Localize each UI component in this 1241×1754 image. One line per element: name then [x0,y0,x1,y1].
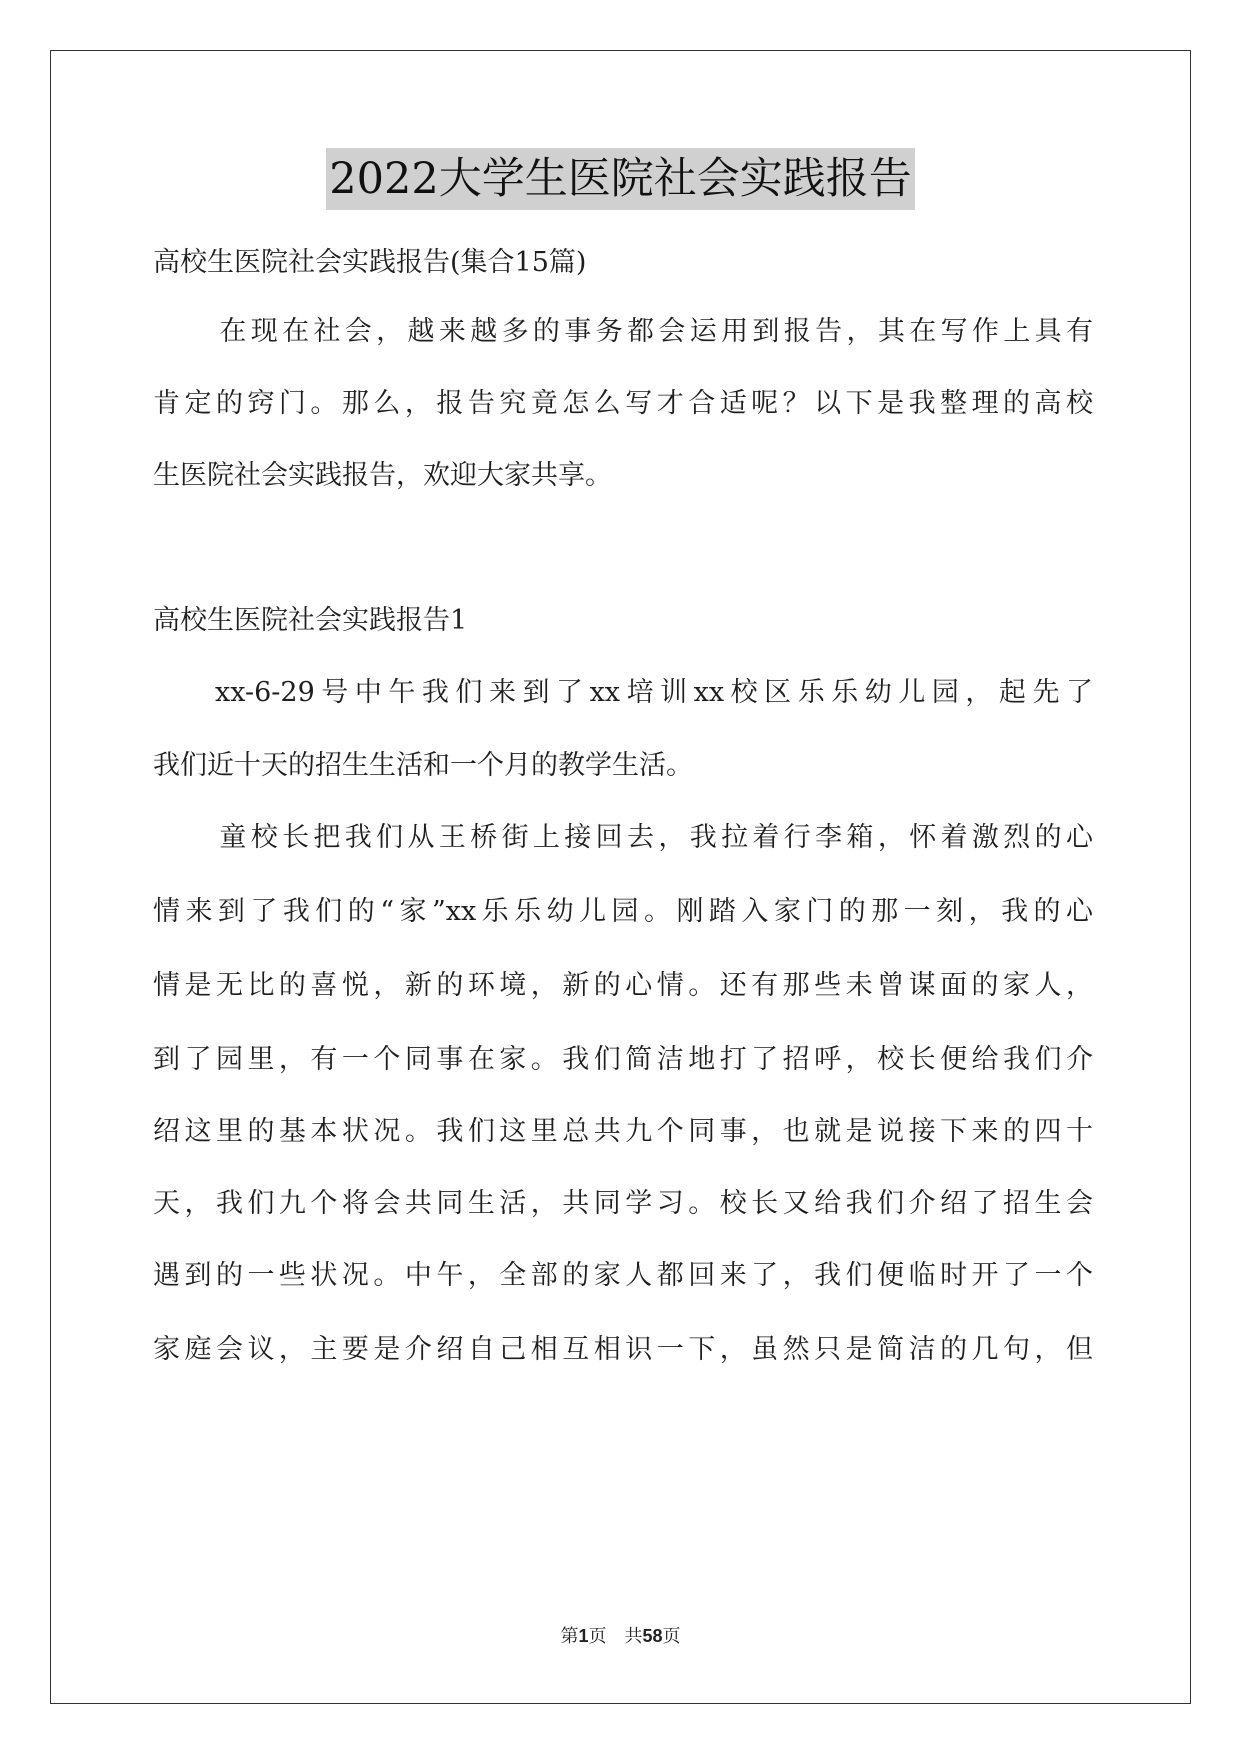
subtitle: 高校生医院社会实践报告(集合15篇) [153,247,587,278]
intro-line-1: 在现在社会，越来越多的事务都会运用到报告，其在写作上具有 [215,316,1093,347]
document-title: 2022大学生医院社会实践报告 [326,148,914,210]
title-block [0,148,1241,210]
footer-prefix: 第 [560,1626,579,1647]
footer-total-pages: 58 [642,1626,663,1646]
para2-line-1: 童校长把我们从王桥街上接回去，我拉着行李箱，怀着激烈的心 [215,822,1093,853]
intro-line-2: 肯定的窍门。那么，报告究竟怎么写才合适呢？以下是我整理的高校 [153,388,1093,419]
footer-page-number: 1 [578,1626,589,1646]
intro-line-3: 生医院社会实践报告，欢迎大家共享。 [153,460,612,491]
footer-suffix: 页 [662,1626,681,1647]
para2-line-3: 情是无比的喜悦，新的环境，新的心情。还有那些未曾谋面的家人， [153,970,1093,1001]
page-border [50,50,1191,1704]
para2-line-4: 到了园里，有一个同事在家。我们简洁地打了招呼，校长便给我们介 [153,1044,1093,1075]
para1-line-1: xx-6-29号中午我们来到了xx培训xx校区乐乐幼儿园，起先了 [215,677,1093,708]
para2-line-7: 遇到的一些状况。中午，全部的家人都回来了，我们便临时开了一个 [153,1260,1093,1291]
section-heading: 高校生医院社会实践报告1 [153,605,468,636]
page-footer [0,1624,1241,1649]
para2-line-2: 情来到了我们的“家”xx乐乐幼儿园。刚踏入家门的那一刻，我的心 [153,896,1093,927]
footer-mid: 页 共 [588,1626,643,1647]
para2-line-5: 绍这里的基本状况。我们这里总共九个同事，也就是说接下来的四十 [153,1116,1093,1147]
para2-line-6: 天，我们九个将会共同生活，共同学习。校长又给我们介绍了招生会 [153,1188,1093,1219]
para2-line-8: 家庭会议，主要是介绍自己相互相识一下，虽然只是简洁的几句，但 [153,1334,1093,1365]
para1-line-2: 我们近十天的招生生活和一个月的教学生活。 [153,750,693,781]
